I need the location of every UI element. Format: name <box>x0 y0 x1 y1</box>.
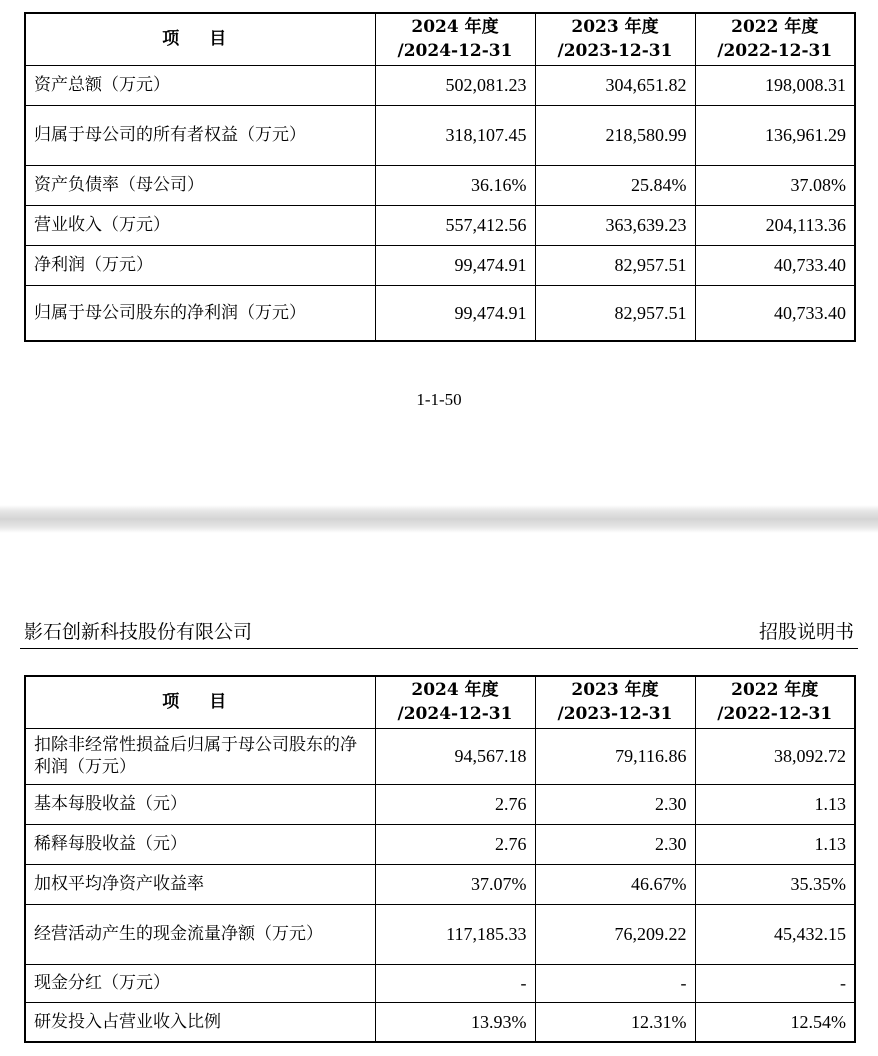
row-label: 经营活动产生的现金流量净额（万元） <box>25 904 375 964</box>
table-row <box>25 285 855 341</box>
table-row <box>25 105 855 165</box>
value-2023: 82,957.51 <box>535 285 695 341</box>
row-label: 归属于母公司股东的净利润（万元） <box>25 285 375 341</box>
page-separator <box>0 505 878 533</box>
value-2022: 136,961.29 <box>695 105 855 165</box>
value-2022: 204,113.36 <box>695 205 855 245</box>
row-label: 净利润（万元） <box>25 245 375 285</box>
table-row <box>25 824 855 864</box>
header-2022: 2022 年度 /2022-12-31 <box>695 676 855 728</box>
value-2023: 363,639.23 <box>535 205 695 245</box>
header-item: 项 目 <box>25 13 375 65</box>
value-2023: 82,957.51 <box>535 245 695 285</box>
value-2024: 117,185.33 <box>375 904 535 964</box>
header-2024: 2024 年度 /2024-12-31 <box>375 13 535 65</box>
table-row <box>25 165 855 205</box>
row-label: 稀释每股收益（元） <box>25 824 375 864</box>
row-label: 加权平均净资产收益率 <box>25 864 375 904</box>
value-2022: 12.54% <box>695 1002 855 1042</box>
value-2022: 1.13 <box>695 824 855 864</box>
value-2024: 2.76 <box>375 784 535 824</box>
value-2022: 198,008.31 <box>695 65 855 105</box>
table-row <box>25 205 855 245</box>
row-label: 营业收入（万元） <box>25 205 375 245</box>
value-2023: 79,116.86 <box>535 728 695 784</box>
table-row <box>25 728 855 784</box>
value-2023: 218,580.99 <box>535 105 695 165</box>
row-label: 资产总额（万元） <box>25 65 375 105</box>
value-2023: 304,651.82 <box>535 65 695 105</box>
value-2024: 557,412.56 <box>375 205 535 245</box>
header-item: 项 目 <box>25 676 375 728</box>
header-2024: 2024 年度 /2024-12-31 <box>375 676 535 728</box>
value-2023: 2.30 <box>535 784 695 824</box>
value-2024: 13.93% <box>375 1002 535 1042</box>
financial-table-1 <box>24 12 856 342</box>
company-name: 影石创新科技股份有限公司 <box>24 621 253 643</box>
value-2024: 2.76 <box>375 824 535 864</box>
value-2022: 35.35% <box>695 864 855 904</box>
page-number: 1-1-50 <box>416 390 462 409</box>
table-row <box>25 964 855 1002</box>
table-header-row <box>25 13 855 65</box>
row-label: 扣除非经常性损益后归属于母公司股东的净利润（万元） <box>25 728 375 784</box>
page-top <box>0 0 878 505</box>
value-2024: 36.16% <box>375 165 535 205</box>
table-row <box>25 1002 855 1042</box>
value-2023: 25.84% <box>535 165 695 205</box>
header-2023: 2023 年度 /2023-12-31 <box>535 676 695 728</box>
value-2022: 40,733.40 <box>695 245 855 285</box>
value-2023: - <box>535 964 695 1002</box>
value-2024: 94,567.18 <box>375 728 535 784</box>
value-2024: 37.07% <box>375 864 535 904</box>
value-2023: 12.31% <box>535 1002 695 1042</box>
value-2022: 45,432.15 <box>695 904 855 964</box>
value-2024: 99,474.91 <box>375 285 535 341</box>
value-2023: 2.30 <box>535 824 695 864</box>
value-2023: 46.67% <box>535 864 695 904</box>
header-2022: 2022 年度 /2022-12-31 <box>695 13 855 65</box>
value-2022: 38,092.72 <box>695 728 855 784</box>
table-row <box>25 904 855 964</box>
header-divider <box>20 648 858 649</box>
row-label: 资产负债率（母公司） <box>25 165 375 205</box>
value-2023: 76,209.22 <box>535 904 695 964</box>
row-label: 现金分红（万元） <box>25 964 375 1002</box>
value-2022: 40,733.40 <box>695 285 855 341</box>
table-row <box>25 65 855 105</box>
document-type: 招股说明书 <box>758 621 854 643</box>
row-label: 基本每股收益（元） <box>25 784 375 824</box>
table-header-row <box>25 676 855 728</box>
value-2022: 1.13 <box>695 784 855 824</box>
value-2024: 99,474.91 <box>375 245 535 285</box>
header-2023: 2023 年度 /2023-12-31 <box>535 13 695 65</box>
financial-table-2 <box>24 675 856 1043</box>
value-2024: 318,107.45 <box>375 105 535 165</box>
table-row <box>25 784 855 824</box>
value-2024: - <box>375 964 535 1002</box>
table-row <box>25 245 855 285</box>
value-2022: 37.08% <box>695 165 855 205</box>
table-row <box>25 864 855 904</box>
row-label: 研发投入占营业收入比例 <box>25 1002 375 1042</box>
value-2022: - <box>695 964 855 1002</box>
page-bottom <box>0 533 878 1056</box>
value-2024: 502,081.23 <box>375 65 535 105</box>
row-label: 归属于母公司的所有者权益（万元） <box>25 105 375 165</box>
